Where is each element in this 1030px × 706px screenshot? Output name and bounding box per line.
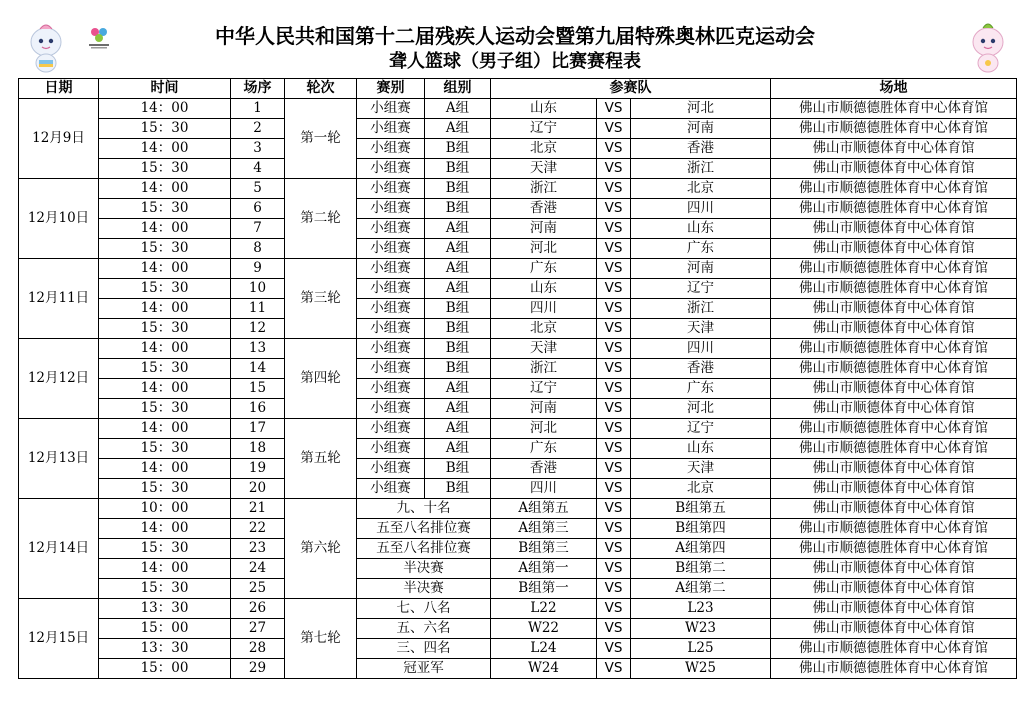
vs-cell: VS [597,199,631,219]
stage-cell: 小组赛 [357,179,425,199]
time-cell: 15：30 [99,239,231,259]
table-row [19,139,1017,159]
venue-cell: 佛山市顺德德胜体育中心体育馆 [771,339,1017,359]
group-cell: A组 [425,259,491,279]
stage-cell: 七、八名 [357,599,491,619]
order-cell: 22 [231,519,285,539]
table-row [19,659,1017,679]
time-cell: 14：00 [99,339,231,359]
away-team-cell: B组第四 [631,519,771,539]
venue-cell: 佛山市顺德体育中心体育馆 [771,579,1017,599]
time-cell: 14：00 [99,419,231,439]
table-row [19,179,1017,199]
time-cell: 14：00 [99,379,231,399]
order-cell: 7 [231,219,285,239]
page-subtitle: 聋人篮球（男子组）比赛赛程表 [389,51,641,72]
order-cell: 16 [231,399,285,419]
vs-cell: VS [597,419,631,439]
date-cell: 12月12日 [19,339,99,419]
table-row [19,639,1017,659]
date-cell: 12月15日 [19,599,99,679]
home-team-cell: 浙江 [491,179,597,199]
order-cell: 28 [231,639,285,659]
home-team-cell: 北京 [491,319,597,339]
away-team-cell: 浙江 [631,299,771,319]
vs-cell: VS [597,659,631,679]
stage-cell: 小组赛 [357,439,425,459]
time-cell: 15：00 [99,619,231,639]
away-team-cell: 北京 [631,479,771,499]
time-cell: 10：00 [99,499,231,519]
stage-cell: 半决赛 [357,559,491,579]
home-team-cell: A组第五 [491,499,597,519]
venue-cell: 佛山市顺德体育中心体育馆 [771,619,1017,639]
vs-cell: VS [597,559,631,579]
round-cell: 第一轮 [285,99,357,179]
group-cell: A组 [425,119,491,139]
vs-cell: VS [597,579,631,599]
stage-cell: 小组赛 [357,119,425,139]
stage-cell: 小组赛 [357,239,425,259]
table-row [19,219,1017,239]
group-cell: A组 [425,239,491,259]
table-row [19,359,1017,379]
table-row [19,619,1017,639]
table-row [19,459,1017,479]
table-row [19,339,1017,359]
vs-cell: VS [597,159,631,179]
home-team-cell: 浙江 [491,359,597,379]
stage-cell: 小组赛 [357,319,425,339]
stage-cell: 小组赛 [357,219,425,239]
venue-cell: 佛山市顺德德胜体育中心体育馆 [771,539,1017,559]
away-team-cell: 天津 [631,319,771,339]
vs-cell: VS [597,519,631,539]
table-row [19,419,1017,439]
venue-cell: 佛山市顺德德胜体育中心体育馆 [771,99,1017,119]
vs-cell: VS [597,479,631,499]
table-row [19,299,1017,319]
venue-cell: 佛山市顺德德胜体育中心体育馆 [771,279,1017,299]
time-cell: 14：00 [99,99,231,119]
home-team-cell: 河北 [491,239,597,259]
col-stage: 赛别 [357,79,425,99]
stage-cell: 五、六名 [357,619,491,639]
col-date: 日期 [19,79,99,99]
venue-cell: 佛山市顺德体育中心体育馆 [771,319,1017,339]
away-team-cell: L25 [631,639,771,659]
venue-cell: 佛山市顺德体育中心体育馆 [771,159,1017,179]
vs-cell: VS [597,599,631,619]
away-team-cell: A组第四 [631,539,771,559]
group-cell: B组 [425,299,491,319]
col-teams: 参赛队 [491,79,771,99]
stage-cell: 小组赛 [357,379,425,399]
table-row [19,499,1017,519]
order-cell: 23 [231,539,285,559]
date-cell: 12月11日 [19,259,99,339]
order-cell: 20 [231,479,285,499]
home-team-cell: 四川 [491,479,597,499]
away-team-cell: 浙江 [631,159,771,179]
order-cell: 12 [231,319,285,339]
home-team-cell: A组第三 [491,519,597,539]
table-row [19,239,1017,259]
stage-cell: 冠亚军 [357,659,491,679]
home-team-cell: 四川 [491,299,597,319]
vs-cell: VS [597,179,631,199]
venue-cell: 佛山市顺德德胜体育中心体育馆 [771,519,1017,539]
venue-cell: 佛山市顺德体育中心体育馆 [771,459,1017,479]
vs-cell: VS [597,459,631,479]
group-cell: A组 [425,99,491,119]
order-cell: 2 [231,119,285,139]
order-cell: 17 [231,419,285,439]
vs-cell: VS [597,539,631,559]
round-cell: 第七轮 [285,599,357,679]
home-team-cell: 山东 [491,279,597,299]
time-cell: 15：30 [99,399,231,419]
order-cell: 9 [231,259,285,279]
group-cell: A组 [425,379,491,399]
stage-cell: 小组赛 [357,399,425,419]
table-row [19,319,1017,339]
away-team-cell: 辽宁 [631,279,771,299]
group-cell: A组 [425,219,491,239]
home-team-cell: L22 [491,599,597,619]
time-cell: 14：00 [99,559,231,579]
venue-cell: 佛山市顺德体育中心体育馆 [771,479,1017,499]
time-cell: 14：00 [99,299,231,319]
order-cell: 25 [231,579,285,599]
away-team-cell: 河北 [631,399,771,419]
table-row [19,479,1017,499]
order-cell: 14 [231,359,285,379]
order-cell: 18 [231,439,285,459]
group-cell: B组 [425,319,491,339]
stage-cell: 小组赛 [357,459,425,479]
home-team-cell: 香港 [491,199,597,219]
stage-cell: 小组赛 [357,199,425,219]
vs-cell: VS [597,239,631,259]
away-team-cell: L23 [631,599,771,619]
time-cell: 15：30 [99,439,231,459]
home-team-cell: 天津 [491,339,597,359]
vs-cell: VS [597,379,631,399]
order-cell: 19 [231,459,285,479]
away-team-cell: 北京 [631,179,771,199]
round-cell: 第三轮 [285,259,357,339]
venue-cell: 佛山市顺德体育中心体育馆 [771,219,1017,239]
col-order: 场序 [231,79,285,99]
round-cell: 第六轮 [285,499,357,599]
time-cell: 14：00 [99,219,231,239]
date-cell: 12月9日 [19,99,99,179]
group-cell: B组 [425,159,491,179]
vs-cell: VS [597,619,631,639]
venue-cell: 佛山市顺德体育中心体育馆 [771,399,1017,419]
stage-cell: 九、十名 [357,499,491,519]
time-cell: 15：30 [99,479,231,499]
venue-cell: 佛山市顺德德胜体育中心体育馆 [771,199,1017,219]
group-cell: A组 [425,439,491,459]
away-team-cell: 广东 [631,239,771,259]
group-cell: A组 [425,279,491,299]
time-cell: 14：00 [99,179,231,199]
home-team-cell: W24 [491,659,597,679]
venue-cell: 佛山市顺德德胜体育中心体育馆 [771,439,1017,459]
away-team-cell: W25 [631,659,771,679]
home-team-cell: 辽宁 [491,119,597,139]
order-cell: 26 [231,599,285,619]
time-cell: 15：30 [99,119,231,139]
order-cell: 13 [231,339,285,359]
venue-cell: 佛山市顺德体育中心体育馆 [771,379,1017,399]
date-cell: 12月13日 [19,419,99,499]
group-cell: B组 [425,479,491,499]
vs-cell: VS [597,259,631,279]
venue-cell: 佛山市顺德德胜体育中心体育馆 [771,419,1017,439]
venue-cell: 佛山市顺德体育中心体育馆 [771,139,1017,159]
stage-cell: 小组赛 [357,479,425,499]
home-team-cell: 河南 [491,399,597,419]
venue-cell: 佛山市顺德体育中心体育馆 [771,599,1017,619]
col-venue: 场地 [771,79,1017,99]
away-team-cell: 河南 [631,259,771,279]
venue-cell: 佛山市顺德体育中心体育馆 [771,559,1017,579]
time-cell: 14：00 [99,259,231,279]
round-cell: 第二轮 [285,179,357,259]
home-team-cell: 香港 [491,459,597,479]
venue-cell: 佛山市顺德德胜体育中心体育馆 [771,639,1017,659]
order-cell: 27 [231,619,285,639]
schedule-table [18,78,1017,679]
time-cell: 15：30 [99,579,231,599]
table-row [19,519,1017,539]
round-cell: 第四轮 [285,339,357,419]
stage-cell: 五至八名排位赛 [357,519,491,539]
time-cell: 14：00 [99,519,231,539]
table-row [19,279,1017,299]
order-cell: 6 [231,199,285,219]
table-row [19,399,1017,419]
vs-cell: VS [597,439,631,459]
vs-cell: VS [597,119,631,139]
stage-cell: 小组赛 [357,139,425,159]
round-cell: 第五轮 [285,419,357,499]
away-team-cell: 山东 [631,439,771,459]
order-cell: 10 [231,279,285,299]
time-cell: 14：00 [99,459,231,479]
away-team-cell: 天津 [631,459,771,479]
home-team-cell: 山东 [491,99,597,119]
order-cell: 24 [231,559,285,579]
order-cell: 5 [231,179,285,199]
order-cell: 4 [231,159,285,179]
group-cell: B组 [425,199,491,219]
time-cell: 15：30 [99,199,231,219]
away-team-cell: 山东 [631,219,771,239]
vs-cell: VS [597,139,631,159]
away-team-cell: 广东 [631,379,771,399]
order-cell: 8 [231,239,285,259]
away-team-cell: 四川 [631,199,771,219]
time-cell: 15：30 [99,539,231,559]
stage-cell: 小组赛 [357,99,425,119]
home-team-cell: A组第一 [491,559,597,579]
header-row [19,79,1017,99]
group-cell: B组 [425,459,491,479]
time-cell: 15：00 [99,659,231,679]
group-cell: A组 [425,419,491,439]
venue-cell: 佛山市顺德德胜体育中心体育馆 [771,179,1017,199]
time-cell: 14：00 [99,139,231,159]
stage-cell: 小组赛 [357,159,425,179]
home-team-cell: 北京 [491,139,597,159]
vs-cell: VS [597,99,631,119]
away-team-cell: 河北 [631,99,771,119]
vs-cell: VS [597,399,631,419]
home-team-cell: B组第三 [491,539,597,559]
stage-cell: 小组赛 [357,339,425,359]
col-time: 时间 [99,79,231,99]
stage-cell: 小组赛 [357,299,425,319]
home-team-cell: 河南 [491,219,597,239]
table-row [19,599,1017,619]
stage-cell: 三、四名 [357,639,491,659]
vs-cell: VS [597,279,631,299]
home-team-cell: L24 [491,639,597,659]
stage-cell: 小组赛 [357,419,425,439]
order-cell: 15 [231,379,285,399]
table-row [19,539,1017,559]
group-cell: B组 [425,359,491,379]
time-cell: 15：30 [99,359,231,379]
table-row [19,159,1017,179]
home-team-cell: 辽宁 [491,379,597,399]
stage-cell: 小组赛 [357,279,425,299]
venue-cell: 佛山市顺德体育中心体育馆 [771,239,1017,259]
vs-cell: VS [597,499,631,519]
table-row [19,259,1017,279]
venue-cell: 佛山市顺德德胜体育中心体育馆 [771,119,1017,139]
group-cell: A组 [425,399,491,419]
col-group: 组别 [425,79,491,99]
table-row [19,379,1017,399]
col-round: 轮次 [285,79,357,99]
date-cell: 12月10日 [19,179,99,259]
order-cell: 21 [231,499,285,519]
away-team-cell: 香港 [631,139,771,159]
home-team-cell: 广东 [491,259,597,279]
away-team-cell: 辽宁 [631,419,771,439]
order-cell: 29 [231,659,285,679]
time-cell: 15：30 [99,279,231,299]
away-team-cell: B组第五 [631,499,771,519]
table-row [19,119,1017,139]
group-cell: B组 [425,339,491,359]
vs-cell: VS [597,339,631,359]
away-team-cell: A组第二 [631,579,771,599]
vs-cell: VS [597,359,631,379]
away-team-cell: 四川 [631,339,771,359]
away-team-cell: B组第二 [631,559,771,579]
order-cell: 1 [231,99,285,119]
vs-cell: VS [597,639,631,659]
time-cell: 15：30 [99,159,231,179]
stage-cell: 小组赛 [357,259,425,279]
page-title: 中华人民共和国第十二届残疾人运动会暨第九届特殊奥林匹克运动会 [215,24,815,48]
away-team-cell: 河南 [631,119,771,139]
away-team-cell: W23 [631,619,771,639]
home-team-cell: W22 [491,619,597,639]
stage-cell: 半决赛 [357,579,491,599]
time-cell: 15：30 [99,319,231,339]
table-row [19,99,1017,119]
vs-cell: VS [597,219,631,239]
home-team-cell: 天津 [491,159,597,179]
vs-cell: VS [597,319,631,339]
stage-cell: 五至八名排位赛 [357,539,491,559]
table-row [19,199,1017,219]
order-cell: 11 [231,299,285,319]
venue-cell: 佛山市顺德体育中心体育馆 [771,299,1017,319]
time-cell: 13：30 [99,599,231,619]
table-row [19,559,1017,579]
group-cell: B组 [425,179,491,199]
home-team-cell: B组第一 [491,579,597,599]
group-cell: B组 [425,139,491,159]
stage-cell: 小组赛 [357,359,425,379]
home-team-cell: 河北 [491,419,597,439]
table-row [19,579,1017,599]
home-team-cell: 广东 [491,439,597,459]
venue-cell: 佛山市顺德德胜体育中心体育馆 [771,659,1017,679]
venue-cell: 佛山市顺德德胜体育中心体育馆 [771,359,1017,379]
time-cell: 13：30 [99,639,231,659]
table-row [19,439,1017,459]
date-cell: 12月14日 [19,499,99,599]
venue-cell: 佛山市顺德德胜体育中心体育馆 [771,259,1017,279]
order-cell: 3 [231,139,285,159]
venue-cell: 佛山市顺德体育中心体育馆 [771,499,1017,519]
vs-cell: VS [597,299,631,319]
away-team-cell: 香港 [631,359,771,379]
